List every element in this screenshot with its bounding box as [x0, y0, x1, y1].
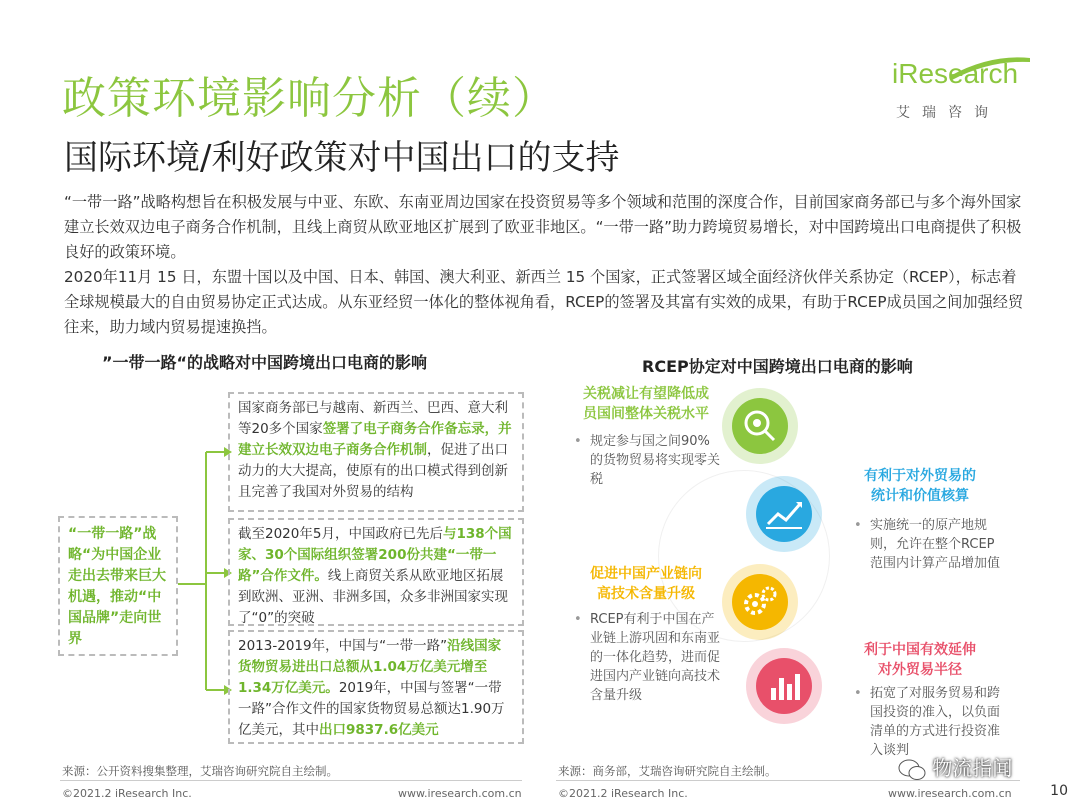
- heading-line: 关税减让有望降低成: [583, 386, 709, 402]
- rcep-item-3-body: • RCEP有利于中国在产业链上游巩固和东南亚的一体化趋势，进而促进国内产业链向高技术含量升级: [574, 612, 721, 703]
- box-highlight: 与138个国家、30个国际组织签署200份共建“一带一路”合作文件。: [238, 526, 512, 584]
- heading-line: 利于中国有效延伸: [864, 642, 976, 658]
- iresearch-logo: [892, 58, 1042, 128]
- footer-divider-left: [60, 780, 522, 781]
- box-highlight: 签署了电子商务合作备忘录，并建立长效双边电子商务合作机制: [238, 421, 512, 458]
- box-text: 2019年，中国与签署“一带一路”合作文件的国家货物贸易总额达1.90万亿美元，其中: [238, 680, 505, 738]
- heading-line: 统计和价值核算: [871, 488, 969, 504]
- logo-wordmark: iResearch: [892, 58, 1019, 89]
- left-section-title: ”一带一路“的战略对中国跨境出口电商的影响: [102, 353, 428, 372]
- wechat-watermark: [898, 752, 1058, 782]
- box-text: 线上商贸关系从欧亚地区拓展到欧洲、亚洲、非洲多国，众多非洲国家实现了“0”的突破: [238, 568, 508, 626]
- trend-chart-icon: [756, 486, 812, 542]
- right-section-title: RCEP协定对中国跨境出口电商的影响: [642, 357, 913, 376]
- box-text: 2013-2019年，中国与“一带一路”: [238, 638, 448, 654]
- heading-line: 高技术含量升级: [597, 586, 695, 602]
- rcep-item-2-body: • 实施统一的原产地规则，允许在整个RCEP 范围内计算产品增加值: [854, 518, 1001, 571]
- box-highlight: 出口9837.6亿美元: [319, 722, 439, 738]
- footer-url-right: www.iresearch.com.cn: [888, 787, 1012, 800]
- box-text: 截至2020年5月，中国政府已先后: [238, 526, 443, 542]
- footer-url-left: www.iresearch.com.cn: [398, 787, 522, 800]
- rcep-item-1-heading: [566, 384, 726, 424]
- intro-paragraph-1: “一带一路”战略构想旨在积极发展与中亚、东欧、东南亚周边国家在投资贸易等多个领域和范围的深度合作，目前国家商务部已与多个海外国家建立长效双边电子商务合作机制，且线上商贸从欧亚地区扩展到了欧亚非地区。“一带一路”助力跨境贸易增长，对中国跨境出口电商提供了积极良好的政策环境。: [64, 193, 1022, 261]
- body-text: RCEP有利于中国在产业链上游巩固和东南亚的一体化趋势，进而促进国内产业链向高技术含量升级: [590, 612, 721, 703]
- wechat-icon: [898, 758, 926, 782]
- logo-cn-name: 艾瑞咨询: [896, 105, 1000, 121]
- rcep-item-3-heading: [566, 564, 726, 604]
- rcep-item-4-heading: [840, 640, 1000, 680]
- bug-search-icon: [732, 398, 788, 454]
- rcep-item-1-body: • 规定参与国之间90%的货物贸易将实现零关税: [574, 434, 721, 487]
- right-source: 来源：商务部，艾瑞咨询研究院自主绘制。: [558, 764, 777, 778]
- belt-road-box-3: [228, 630, 524, 744]
- belt-road-box-2: [228, 518, 524, 626]
- belt-road-summary-box: “一带一路”战略“为中国企业走出去带来巨大机遇，推动“中国品牌”走向世界: [58, 516, 178, 656]
- rcep-item-2-heading: [840, 466, 1000, 506]
- body-text: 拓宽了对服务贸易和跨国投资的准入，以负面清单的方式进行投资准入谈判: [870, 686, 1001, 758]
- gears-icon: [732, 574, 788, 630]
- intro-paragraph-2: 2020年11月 15 日，东盟十国以及中国、日本、韩国、澳大利亚、新西兰 15 个国家，正式签署区域全面经济伙伴关系协定（RCEP），标志着全球规模最大的自由贸易协定正式达成。从东亚经贸一体化的整体视角看，RCEP的签署及其富有实效的成果，有助于RCEP成员国之间加强经贸往来，助力域内贸易提速换挡。: [64, 268, 1024, 336]
- body-text: 规定参与国之间90%的货物贸易将实现零关税: [590, 434, 721, 487]
- left-source: 来源：公开资料搜集整理，艾瑞咨询研究院自主绘制。: [62, 764, 338, 778]
- bracket-connector: [176, 440, 232, 700]
- body-text: 实施统一的原产地规则，允许在整个RCEP 范围内计算产品增加值: [870, 518, 1001, 571]
- page-title: 政策环境影响分析（续）: [62, 73, 557, 124]
- belt-road-box-1: [228, 392, 524, 512]
- rcep-item-4-body: • 拓宽了对服务贸易和跨国投资的准入，以负面清单的方式进行投资准入谈判: [854, 686, 1001, 758]
- page-number: 10: [1050, 783, 1068, 799]
- heading-line: 员国间整体关税水平: [583, 406, 709, 422]
- page-subtitle: 国际环境/利好政策对中国出口的支持: [64, 138, 620, 178]
- footer-copyright-right: ©2021.2 iResearch Inc.: [558, 787, 688, 800]
- heading-line: 对外贸易半径: [878, 662, 962, 678]
- heading-line: 促进中国产业链向: [590, 566, 702, 582]
- watermark-text: 物流指闻: [932, 756, 1013, 780]
- heading-line: 有利于对外贸易的: [864, 468, 976, 484]
- footer-copyright-left: ©2021.2 iResearch Inc.: [62, 787, 192, 800]
- box-text: ，促进了出口动力的大大提高，使原有的出口模式得到创新且完善了我国对外贸易的结构: [238, 442, 508, 500]
- bar-chart-icon: [756, 658, 812, 714]
- box-text: 国家商务部已与越南、新西兰、巴西、意大利等20多个国家: [238, 400, 508, 437]
- box-highlight: 沿线国家货物贸易进出口总额从1.04万亿美元增至1.34万亿美元。: [238, 638, 502, 696]
